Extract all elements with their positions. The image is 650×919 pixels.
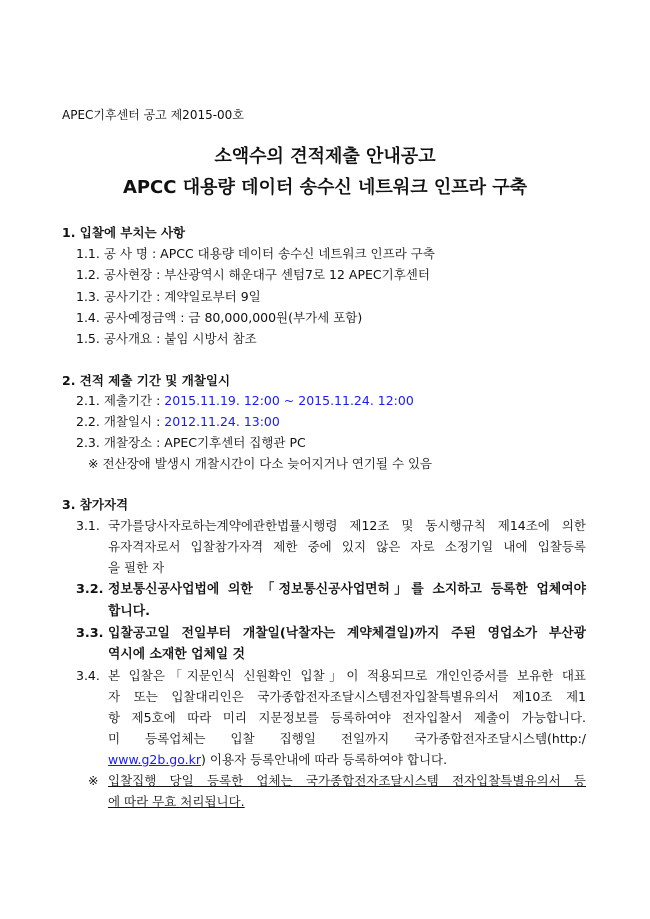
item-3-4-line-end: ) 이용자 등록안내에 따라 등록하여야 합니다. — [201, 752, 448, 767]
item-1-2: 1.2. 공사현장 : 부산광역시 해운대구 센텀7로 12 APEC기후센터 — [76, 267, 430, 282]
item-3-4-line: 자 또는 입찰대리인은 국가종합전자조달시스템전자입찰특별유의서 제10조 제1 — [108, 689, 586, 704]
section-3-note-line: 입찰집행 당일 등록한 업체는 국가종합전자조달시스템 전자입찰특별유의서 등 — [108, 773, 586, 788]
section-2-heading: 2. 견적 제출 기간 및 개찰일시 — [62, 373, 231, 388]
notice-number: APEC기후센터 공고 제2015-00호 — [62, 108, 244, 122]
item-3-3-number: 3.3. — [76, 626, 104, 641]
g2b-link[interactable]: www.g2b.go.kr — [108, 752, 202, 767]
item-3-1-line: 유자격자로서 입찰참가자격 제한 중에 있지 않은 자로 소정기일 내에 입찰등록 — [108, 539, 586, 554]
item-3-2-number: 3.2. — [76, 582, 104, 597]
section-3-note-mark: ※ — [88, 773, 99, 788]
item-1-5: 1.5. 공사개요 : 붙임 시방서 참조 — [76, 331, 257, 346]
document-title: 소액수의 견적제출 안내공고 — [214, 146, 436, 167]
item-3-1-line: 국가를당사자로하는계약에관한법률시행령 제12조 및 동시행규칙 제14조에 의한 — [108, 518, 586, 533]
item-1-1: 1.1. 공 사 명 : APCC 대용량 데이터 송수신 네트워크 인프라 구축 — [76, 246, 435, 261]
item-3-2-line: 합니다. — [108, 604, 150, 619]
item-2-1 — [76, 393, 414, 409]
item-1-4: 1.4. 공사예정금액 : 금 80,000,000원(부가세 포함) — [76, 310, 363, 325]
item-2-3: 2.3. 개찰장소 : APEC기후센터 집행관 PC — [76, 435, 306, 450]
item-3-1-line: 을 필한 자 — [108, 560, 165, 575]
item-3-4-line — [108, 752, 447, 768]
item-3-4-line: 미 등록업체는 입찰 집행일 전일까지 국가종합전자조달시스템(http:/ — [108, 731, 586, 746]
section-2-note: ※ 전산장애 발생시 개찰시간이 다소 늦어지거나 연기될 수 있음 — [88, 456, 433, 471]
item-3-1-number: 3.1. — [76, 518, 100, 533]
item-3-2-line: 정보통신공사업법에 의한 「정보통신공사업면허」를 소지하고 등록한 업체여야 — [108, 582, 586, 597]
item-3-4-line: 본 입찰은「지문인식 신원확인 입찰」이 적용되므로 개인인증서를 보유한 대표 — [108, 668, 586, 683]
item-3-4-line: 항 제5호에 따라 미리 지문정보를 등록하여야 전자입찰서 제출이 가능합니다. — [108, 710, 586, 725]
project-title: APCC 대용량 데이터 송수신 네트워크 인프라 구축 — [122, 177, 528, 198]
section-3-note-line: 에 따라 무효 처리됩니다. — [108, 794, 245, 809]
section-3-heading: 3. 참가자격 — [62, 497, 129, 512]
item-3-4-number: 3.4. — [76, 668, 100, 683]
item-2-2 — [76, 414, 280, 430]
opening-datetime: 2012.11.24. 13:00 — [164, 414, 280, 429]
item-3-3-line: 입찰공고일 전일부터 개찰일(낙찰자는 계약체결일)까지 주된 영업소가 부산광 — [108, 626, 586, 641]
item-3-3-line: 역시에 소재한 업체일 것 — [108, 647, 245, 662]
submission-period: 2015.11.19. 12:00 ~ 2015.11.24. 12:00 — [164, 393, 414, 408]
section-1-heading: 1. 입찰에 부치는 사항 — [62, 225, 186, 240]
item-2-1-label: 2.1. 제출기간 : — [76, 393, 165, 408]
item-2-2-label: 2.2. 개찰일시 : — [76, 414, 165, 429]
item-1-3: 1.3. 공사기간 : 계약일로부터 9일 — [76, 289, 261, 304]
